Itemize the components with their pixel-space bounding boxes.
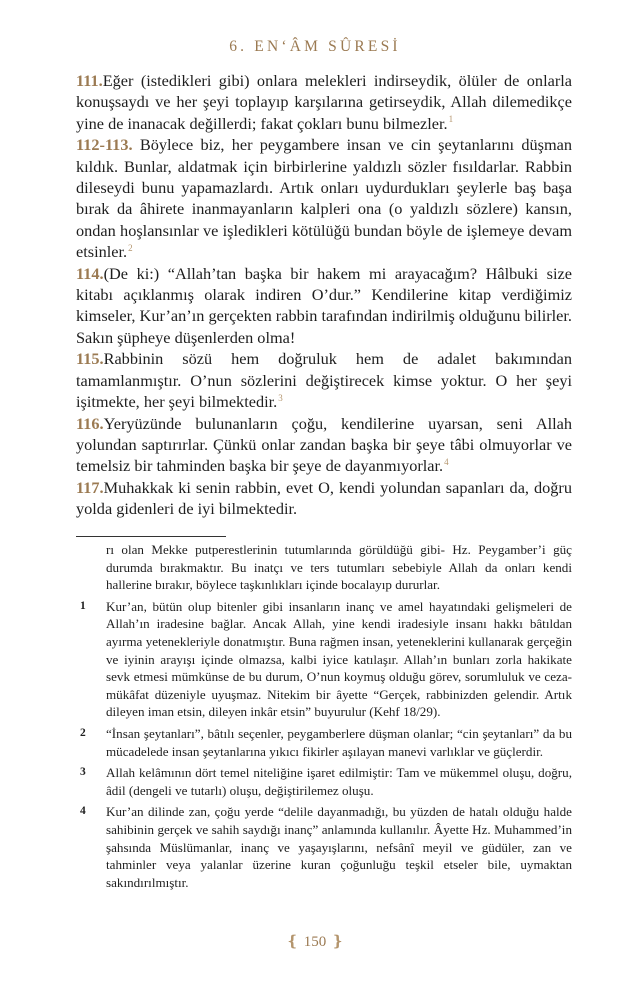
footnote-number: 1 bbox=[80, 599, 86, 612]
verse-number: 111. bbox=[76, 71, 103, 90]
verse-117 bbox=[76, 477, 572, 520]
verse-114 bbox=[76, 263, 572, 349]
page-number bbox=[0, 932, 630, 951]
ornament-right-icon: ❵ bbox=[331, 934, 344, 950]
footnote-4 bbox=[76, 803, 572, 891]
footnote-ref[interactable]: 3 bbox=[278, 392, 283, 403]
footnote-3 bbox=[76, 764, 572, 799]
verse-number: 117. bbox=[76, 477, 104, 497]
footnotes bbox=[76, 541, 572, 895]
footnote-text: Kur’an dilinde zan, çoğu yerde “delile dayanmadığı, bu yüzden de hatalı olduğu halde sahibinin gerçek ve sahih saydığı inanç” anlamında kullanılır. Âyette Hz. Muhammed’in şahsında Müslümanlar, inanç ve yaşayışlarını, nefsânî meyil ve güdüler, zan ve tahminler veya yalanlar üzerine kuran çoğunluğu teşkil etseler bile, uymaktan sakındırılmıştır. bbox=[106, 804, 572, 890]
ornament-left-icon: ❴ bbox=[286, 934, 299, 950]
footnote-text: rı olan Mekke putperestlerinin tutumlarında görüldüğü gibi- Hz. Peygamber’i güç durumda bırakmaktır. Bu inatçı ve ters tutumları sebebiyle Allah da onları kendi hallerine bırakır, böylece taşkınlıkları içinde bocalayıp dururlar. bbox=[106, 542, 572, 593]
footnote-1 bbox=[76, 598, 572, 721]
verse-111 bbox=[76, 70, 572, 134]
footnote-number: 4 bbox=[80, 805, 86, 818]
footnote-ref[interactable]: 1 bbox=[448, 114, 454, 125]
verse-115 bbox=[76, 348, 572, 412]
verse-number: 114. bbox=[76, 263, 104, 283]
footnote-number: 2 bbox=[80, 726, 86, 739]
footnote-text: Allah kelâmının dört temel niteliğine işaret edilmiştir: Tam ve mükemmel oluşu, doğru, âdil (dengeli ve tutarlı) oluşu, değiştirilemez oluşu. bbox=[106, 765, 572, 798]
footnote-divider bbox=[76, 536, 226, 537]
verse-number: 115. bbox=[76, 349, 104, 369]
verse-text: Rabbinin sözü hem doğruluk hem de adalet bakımından tamamlanmıştır. O’nun sözlerini değiştirecek kimse yoktur. O her şeyi işitmekte, her şeyi bilmektedir. bbox=[76, 349, 572, 412]
footnote-ref[interactable]: 2 bbox=[128, 242, 133, 253]
verse-text: Böylece biz, her peygambere insan ve cin şeytanlarını düşman kıldık. Bunlar, aldatmak için birbirlerine yaldızlı sözler fısıldarlar. Rabbin dileseydi bunu yapamazlardı. Artık onları uydurdukları şeylerle baş başa bırak da âhirete inanmayanların kalpleri ona (o yaldızlı sözlere) kansın, ondan hoşlansınlar ve işledikleri kötülüğü bundan böyle de işlemeye devam etsinler. bbox=[76, 135, 573, 262]
running-header: 6. EN‘ÂM SÛRESİ bbox=[229, 38, 401, 55]
verse-116 bbox=[76, 413, 572, 477]
verse-text: (De ki:) “Allah’tan başka bir hakem mi arayacağım? Hâlbuki size kitabı açıklanmış olarak indiren O’dur.” Kendilerine kitap verdiğimiz kimseler, Kur’an’ın gerçekten rabbin tarafından indirilmiş olduğunu bilirler. Sakın şüpheye düşenlerden olma! bbox=[76, 263, 572, 347]
footnote-continued bbox=[76, 541, 572, 594]
verse-112-113 bbox=[76, 134, 572, 262]
footnote-text: “İnsan şeytanları”, bâtılı seçenler, peygamberlere düşman olanlar; “cin şeytanları” da bu mücadelede insan şeytanlarına yıkıcı fikirler aşılayan manevi varlıklar ve güçlerdir. bbox=[106, 725, 572, 759]
footnote-2 bbox=[76, 725, 572, 760]
verse-body bbox=[76, 70, 572, 520]
verse-text: Eğer (istedikleri gibi) onlara melekleri indirseydik, ölüler de onlarla konuşsaydı ve her şeyi toplayıp karşılarına getirseydik, Allah dilemedikçe yine de inanacak değillerdi; fakat çokları bunu bilmezler. bbox=[76, 71, 572, 133]
footnote-number: 3 bbox=[80, 766, 86, 779]
footnote-text: Kur’an, bütün olup bitenler gibi insanların inanç ve amel hayatındaki gelişmeleri de Allah’ın iradesine bağlar. Ancak Allah, yine kendi iradesiyle insanı hakkı bâtıldan ayırma yetenekleriyle donatmıştır. Buna rağmen insan, yeteneklerini kullanarak gerçeğin ve iyinin arayışı içinde olmazsa, kalbi iyice katılaşır. Allah’ın bunları zorla hakikate sevk etmesi mümkünse de bu durum, O’nun koymuş olduğu görev, sorumluluk ve ceza-mükâfat düzeniyle uyuşmaz. Nitekim bir âyette “Gerçek, rabbinizden gelendir. Artık dileyen iman etsin, dileyen inkâr etsin” buyurulur (Kehf 18/29). bbox=[106, 598, 572, 720]
footnote-ref[interactable]: 4 bbox=[444, 456, 449, 467]
verse-text: Muhakkak ki senin rabbin, evet O, kendi yolundan sapanları da, doğru yolda gidenleri de iyi bilmektedir. bbox=[76, 477, 572, 519]
verse-number: 112-113. bbox=[76, 135, 133, 155]
verse-text: Yeryüzünde bulunanların çoğu, kendilerine uyarsan, seni Allah yolundan saptırırlar. Çünkü onlar zandan başka bir şeye tâbi olmuyorlar ve temelsiz bir tahminden başka bir şeye de dayanmıyorlar. bbox=[76, 413, 572, 476]
verse-number: 116. bbox=[76, 413, 104, 433]
page-number-value: 150 bbox=[303, 934, 327, 950]
